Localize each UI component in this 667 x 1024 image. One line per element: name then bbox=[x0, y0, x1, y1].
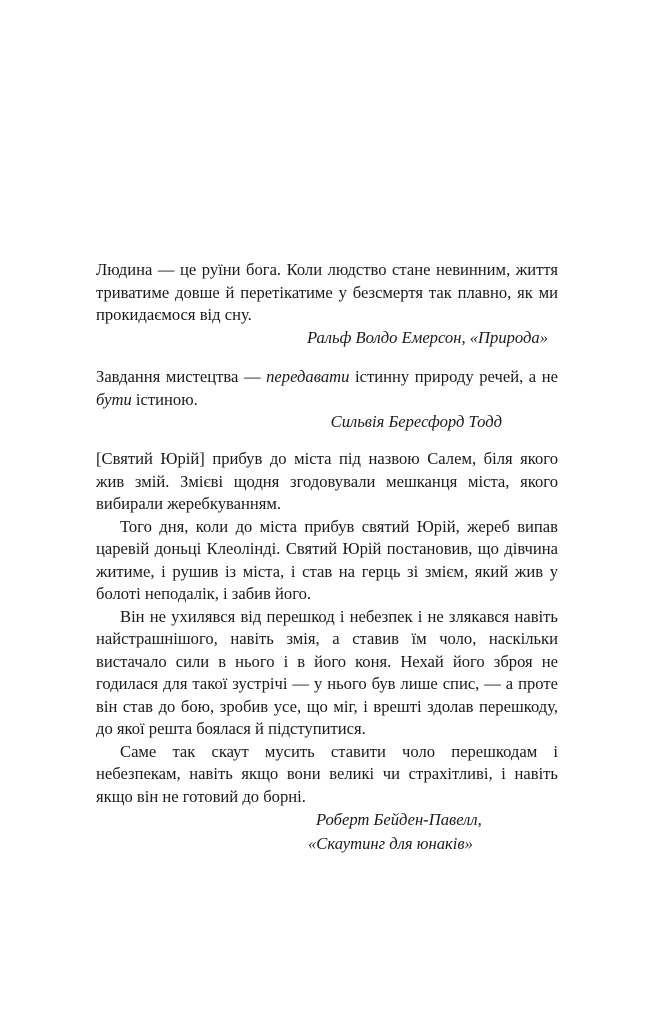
epigraph-text bbox=[96, 448, 558, 808]
quote-paragraph: Того дня, коли до міста прибув святий Юрій, жереб випав царевій доньці Клеолінді. Святий Юрій постановив, що дівчина житиме, і рушив із міста, і став на герць зі змієм, який жив у болоті неподалік, і забив його. bbox=[96, 516, 558, 603]
epigraph-todd bbox=[96, 366, 558, 434]
quote-text-part: істиною. bbox=[131, 389, 198, 409]
epigraph-attribution: Ральф Волдо Емерсон, «Природа» bbox=[306, 327, 548, 347]
quote-text-part: істинну природу речей, а не bbox=[349, 367, 558, 386]
epigraph-attribution: Сильвія Бересфорд Тодд bbox=[330, 412, 502, 431]
quote-paragraph bbox=[96, 366, 558, 411]
quote-emphasis: бути bbox=[96, 389, 132, 409]
quote-text-part: Завдання мистецтва — bbox=[96, 367, 267, 386]
epigraph-attribution-source: «Скаутинг для юнаків» bbox=[308, 833, 473, 853]
quote-emphasis: передавати bbox=[266, 367, 350, 386]
quote-paragraph: Саме так скаут мусить ставити чоло перешкодам і небезпекам, навіть якщо вони великі чи страхітливі, і навіть якщо він не готовий до борні. bbox=[96, 741, 558, 806]
quote-paragraph: Він не ухилявся від перешкод і небезпек і не злякався навіть найстрашнішого, навіть змія, а ставив їм чоло, наскільки вистачало сили в нього і в його коня. Нехай його зброя не годилася для такої зустрічі — у нього був лише спис, — а проте він став до бою, зробив усе, що міг, і врешті здолав перешкоду, до якої решта боялася й підступитися. bbox=[96, 606, 558, 738]
epigraph-attribution-author: Роберт Бейден-Павелл, bbox=[316, 810, 482, 829]
epigraph-text bbox=[96, 259, 558, 327]
epigraph-emerson bbox=[96, 259, 558, 349]
epigraph-text bbox=[96, 366, 558, 411]
quote-paragraph: [Святий Юрій] прибув до міста під назвою Салем, біля якого жив змій. Змієві щодня згодовували мешканця міста, якого вибирали жеребкуванням. bbox=[96, 449, 558, 513]
quote-paragraph: Людина — це руїни бога. Коли людство стане невинним, життя триватиме довше й перетікатиме у безсмертя так плавно, як ми прокидаємося від сну. bbox=[96, 260, 558, 324]
epigraph-baden-powell bbox=[96, 448, 558, 855]
